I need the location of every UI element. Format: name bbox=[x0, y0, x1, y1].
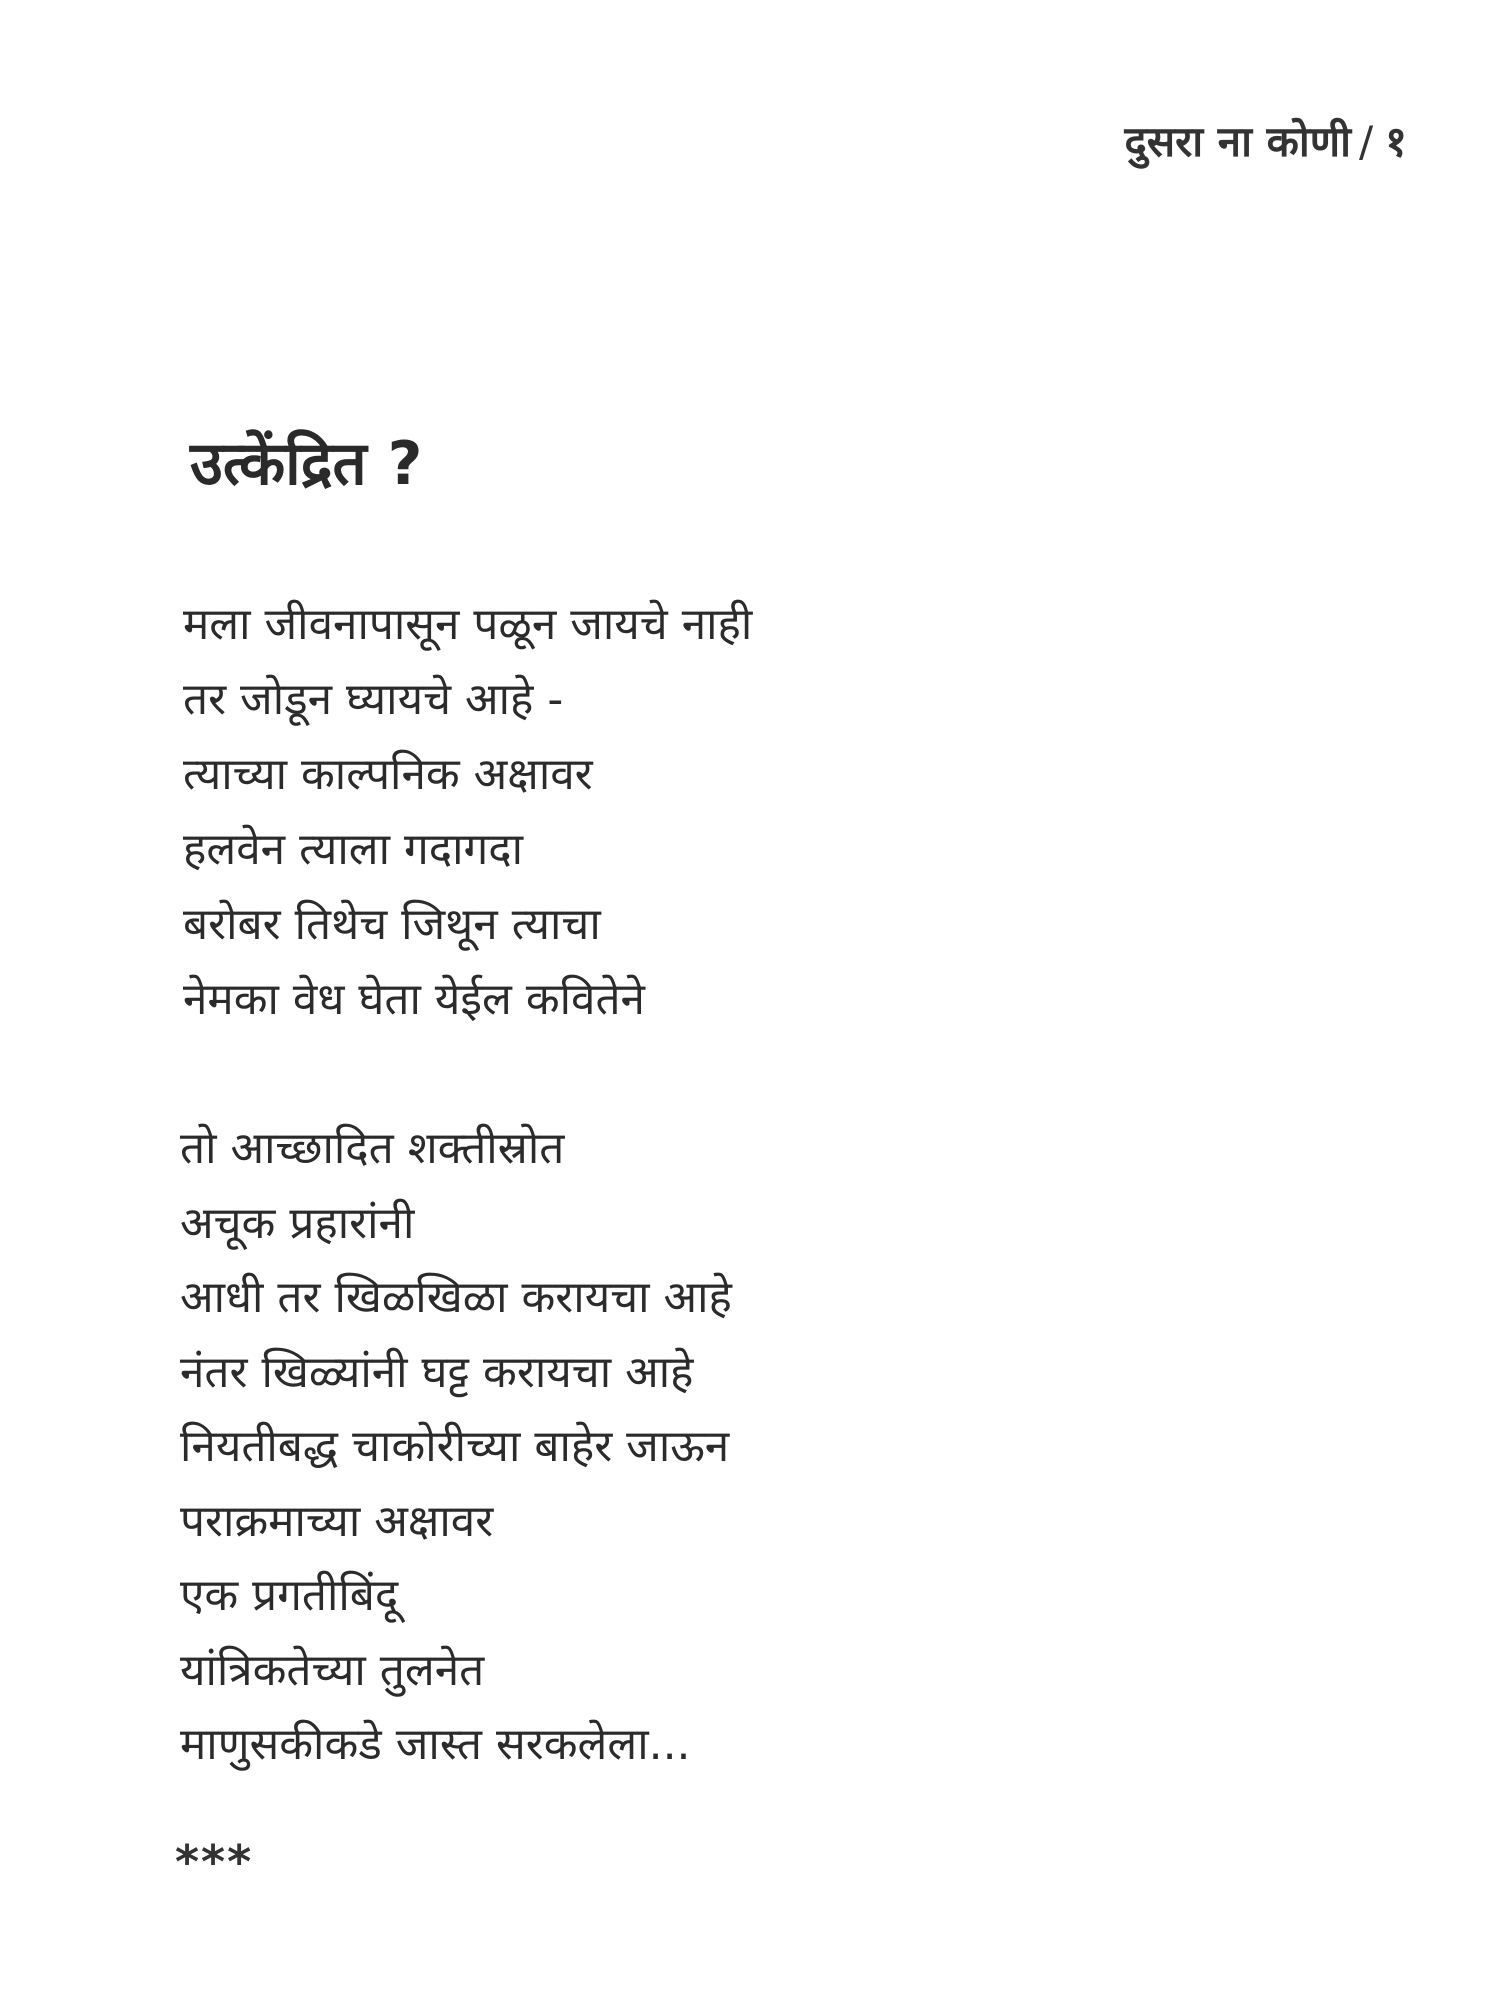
poem-line: नियतीबद्ध चाकोरीच्या बाहेर जाऊन bbox=[180, 1421, 730, 1472]
poem-line: माणुसकीकडे जास्त सरकलेला... bbox=[180, 1719, 691, 1770]
poem-line: नेमका वेध घेता येईल कवितेने bbox=[183, 974, 645, 1025]
poem-line: आधी तर खिळखिळा करायचा आहे bbox=[180, 1272, 732, 1323]
page-number: १ bbox=[1385, 117, 1407, 166]
poem-line: तो आच्छादित शक्तीस्रोत bbox=[180, 1123, 565, 1174]
poem-end-mark: *** bbox=[175, 1835, 254, 1889]
poem-line: यांत्रिकतेच्या तुलनेत bbox=[180, 1644, 485, 1696]
poem-line: अचूक प्रहारांनी bbox=[180, 1197, 415, 1249]
header-separator: / bbox=[1359, 117, 1374, 166]
book-title: दुसरा ना कोणी bbox=[1124, 117, 1351, 166]
poem-line: नंतर खिळ्यांनी घट्ट करायचा आहे bbox=[180, 1346, 694, 1398]
stanza-1 bbox=[183, 587, 752, 1037]
stanza-2 bbox=[180, 1112, 732, 1783]
running-header bbox=[1124, 112, 1407, 169]
poem-line: त्याच्या काल्पनिक अक्षावर bbox=[183, 749, 593, 800]
poem-line: एक प्रगतीबिंदू bbox=[180, 1570, 399, 1621]
poem-line: मला जीवनापासून पळून जायचे नाही bbox=[183, 599, 753, 650]
poem-line: पराक्रमाच्या अक्षावर bbox=[180, 1495, 494, 1547]
poem-line: हलवेन त्याला गदागदा bbox=[183, 824, 524, 875]
poem-title: उत्केंद्रित ? bbox=[190, 429, 423, 499]
poem-line: तर जोडून घ्यायचे आहे - bbox=[183, 674, 564, 725]
poem-line: बरोबर तिथेच जिथून त्याचा bbox=[183, 899, 601, 950]
